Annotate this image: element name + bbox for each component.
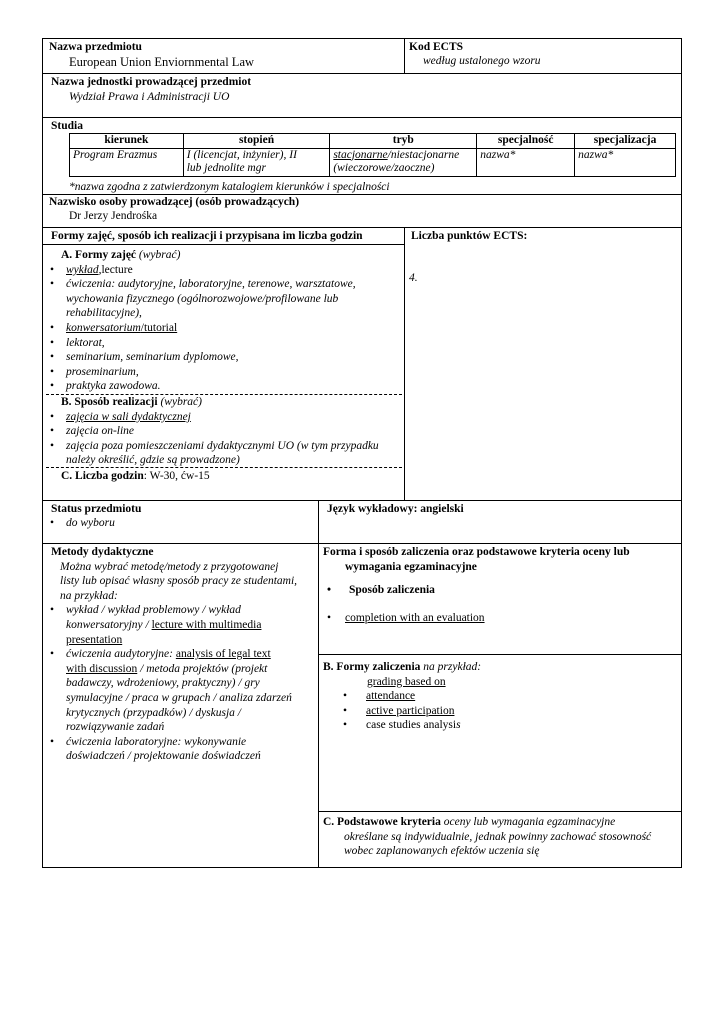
- list-item: • zajęcia w sali dydaktycznej: [48, 410, 404, 425]
- status-label: Status przedmiotu: [51, 503, 142, 515]
- ects-points-label: Liczba punktów ECTS:: [411, 230, 528, 242]
- ects-code-value: według ustalonego wzoru: [423, 55, 541, 67]
- lecturer-label: Nazwisko osoby prowadzącej (osób prowadzących): [49, 196, 300, 208]
- subject-value: European Union Enviornmental Law: [69, 55, 255, 69]
- studies-cell-kierunek: Program Erazmus: [70, 148, 184, 176]
- language-label: Język wykładowy: angielski: [327, 503, 464, 515]
- list-item: • ćwiczenia audytoryjne: analysis of legal text with discussion / metoda projektów (projekt badawczy, wdrożeniowy, praktyczny) / gry symulacyjne / praca w grupach / analiza zdarzeń krytycznych (przypadków) / dyskusja / rozwiązywanie zadań: [48, 647, 315, 735]
- assessment-b-title: B. Formy zaliczenia: [323, 661, 421, 673]
- assessment-mode-label: • Sposób zaliczenia: [325, 583, 435, 598]
- forms-c-value: : W-30, ćw-15: [143, 470, 210, 482]
- studies-cell-tryb: stacjonarne/niestacjonarne (wieczorowe/zaoczne): [330, 148, 477, 176]
- list-item: • seminarium, seminarium dyplomowe,: [48, 350, 402, 365]
- status-value: • do wyboru: [48, 516, 115, 531]
- rule-2: [42, 117, 682, 118]
- forms-c-title: C. Liczba godzin: [61, 470, 144, 482]
- list-item: • wykład,lecture: [48, 263, 402, 278]
- list-item: • praktyka zawodowa.: [48, 379, 402, 394]
- forms-a-title: A. Formy zajęć: [61, 249, 137, 261]
- assessment-mode-value-list: [325, 611, 485, 626]
- rule-1: [42, 73, 682, 74]
- ects-points-value: 4.: [409, 272, 418, 284]
- studies-header-stopien: stopień: [183, 134, 330, 149]
- assessment-c-block: C. Podstawowe kryteria oceny lub wymagania egzaminacyjne określane są indywidualnie, jednak powinny zachować stosowność wobec zaplanowanych efektów uczenia się: [323, 816, 652, 858]
- list-item: • proseminarium,: [48, 365, 402, 380]
- studies-header-kierunek: kierunek: [70, 134, 184, 149]
- forms-b-title: B. Sposób realizacji: [61, 396, 158, 408]
- forms-b-block: [48, 395, 404, 468]
- list-item: • ćwiczenia: audytoryjne, laboratoryjne, terenowe, warsztatowe, wychowania fizycznego (ogólnorozwojowe/profilowane lub rehabilitacyjne),: [48, 277, 402, 321]
- forms-c-block: [61, 469, 210, 484]
- rule-assess-b: [318, 654, 682, 655]
- rule-forms-header: [42, 244, 404, 245]
- methods-intro: Można wybrać metodę/metody z przygotowanej listy lub opisać własny sposób pracy ze studentami, na przykład:: [60, 560, 298, 602]
- forms-a-hint: (wybrać): [138, 249, 181, 261]
- list-item: • konwersatorium/tutorial: [48, 321, 402, 336]
- studies-cell-specjalizacja: nazwa*: [575, 148, 676, 176]
- forms-a-block: [48, 248, 402, 394]
- studies-cell-stopien: I (licencjat, inżynier), II lub jednolite mgr: [183, 148, 330, 176]
- list-item: • active participation: [341, 704, 679, 719]
- status-list: [48, 516, 115, 531]
- list-item: • lektorat,: [48, 336, 402, 351]
- assessment-mode-list: [325, 583, 435, 598]
- lecturer-value: Dr Jerzy Jendrośka: [69, 210, 158, 222]
- list-item: • case studies analysis: [341, 718, 679, 733]
- list-item: • ćwiczenia laboratoryjne: wykonywanie doświadczeń / projektowanie doświadczeń: [48, 735, 315, 764]
- rule-5: [42, 500, 682, 501]
- assessment-mode-value: • completion with an evaluation: [325, 611, 485, 626]
- list-item: • zajęcia on-line: [48, 424, 404, 439]
- list-item: • zajęcia poza pomieszczeniami dydaktycznymi UO (w tym przypadku należy określić, gdzie są prowadzone): [48, 439, 404, 468]
- list-item: • attendance: [341, 689, 679, 704]
- assessment-b-block: [323, 660, 679, 733]
- assessment-c-title: C. Podstawowe kryteria: [323, 816, 441, 828]
- assessment-b-hint: na przykład:: [420, 661, 482, 673]
- studies-cell-specjalnosc: nazwa*: [477, 148, 575, 176]
- studies-table: [69, 133, 676, 177]
- assessment-b-grading: grading based on: [367, 675, 446, 688]
- unit-label: Nazwa jednostki prowadzącej przedmiot: [51, 76, 252, 88]
- rule-6: [42, 543, 682, 544]
- vrule-ects-points: [404, 227, 405, 500]
- rule-assess-c: [318, 811, 682, 812]
- studies-footnote: *nazwa zgodna z zatwierdzonym katalogiem kierunków i specjalności: [69, 181, 390, 193]
- methods-block: [51, 545, 315, 764]
- ects-code-label: Kod ECTS: [409, 41, 464, 53]
- studies-label: Studia: [51, 120, 83, 132]
- subject-label: Nazwa przedmiotu: [49, 41, 142, 53]
- unit-value: Wydział Prawa i Administracji UO: [69, 91, 230, 103]
- vrule-bottom: [318, 500, 319, 868]
- vrule-ects-code: [404, 38, 405, 73]
- list-item: • wykład / wykład problemowy / wykład konwersatoryjny / lecture with multimedia presentation: [48, 603, 315, 647]
- studies-header-tryb: tryb: [330, 134, 477, 149]
- methods-label: Metody dydaktyczne: [51, 546, 154, 558]
- rule-4: [42, 227, 682, 228]
- assessment-label: Forma i sposób zaliczenia oraz podstawowe kryteria oceny lub wymagania egzaminacyjne: [323, 546, 630, 573]
- forms-b-hint: (wybrać): [160, 396, 202, 408]
- forms-label: Formy zajęć, sposób ich realizacji i przypisana im liczba godzin: [51, 230, 363, 242]
- studies-header-specjalizacja: specjalizacja: [575, 134, 676, 149]
- studies-header-specjalnosc: specjalność: [477, 134, 575, 149]
